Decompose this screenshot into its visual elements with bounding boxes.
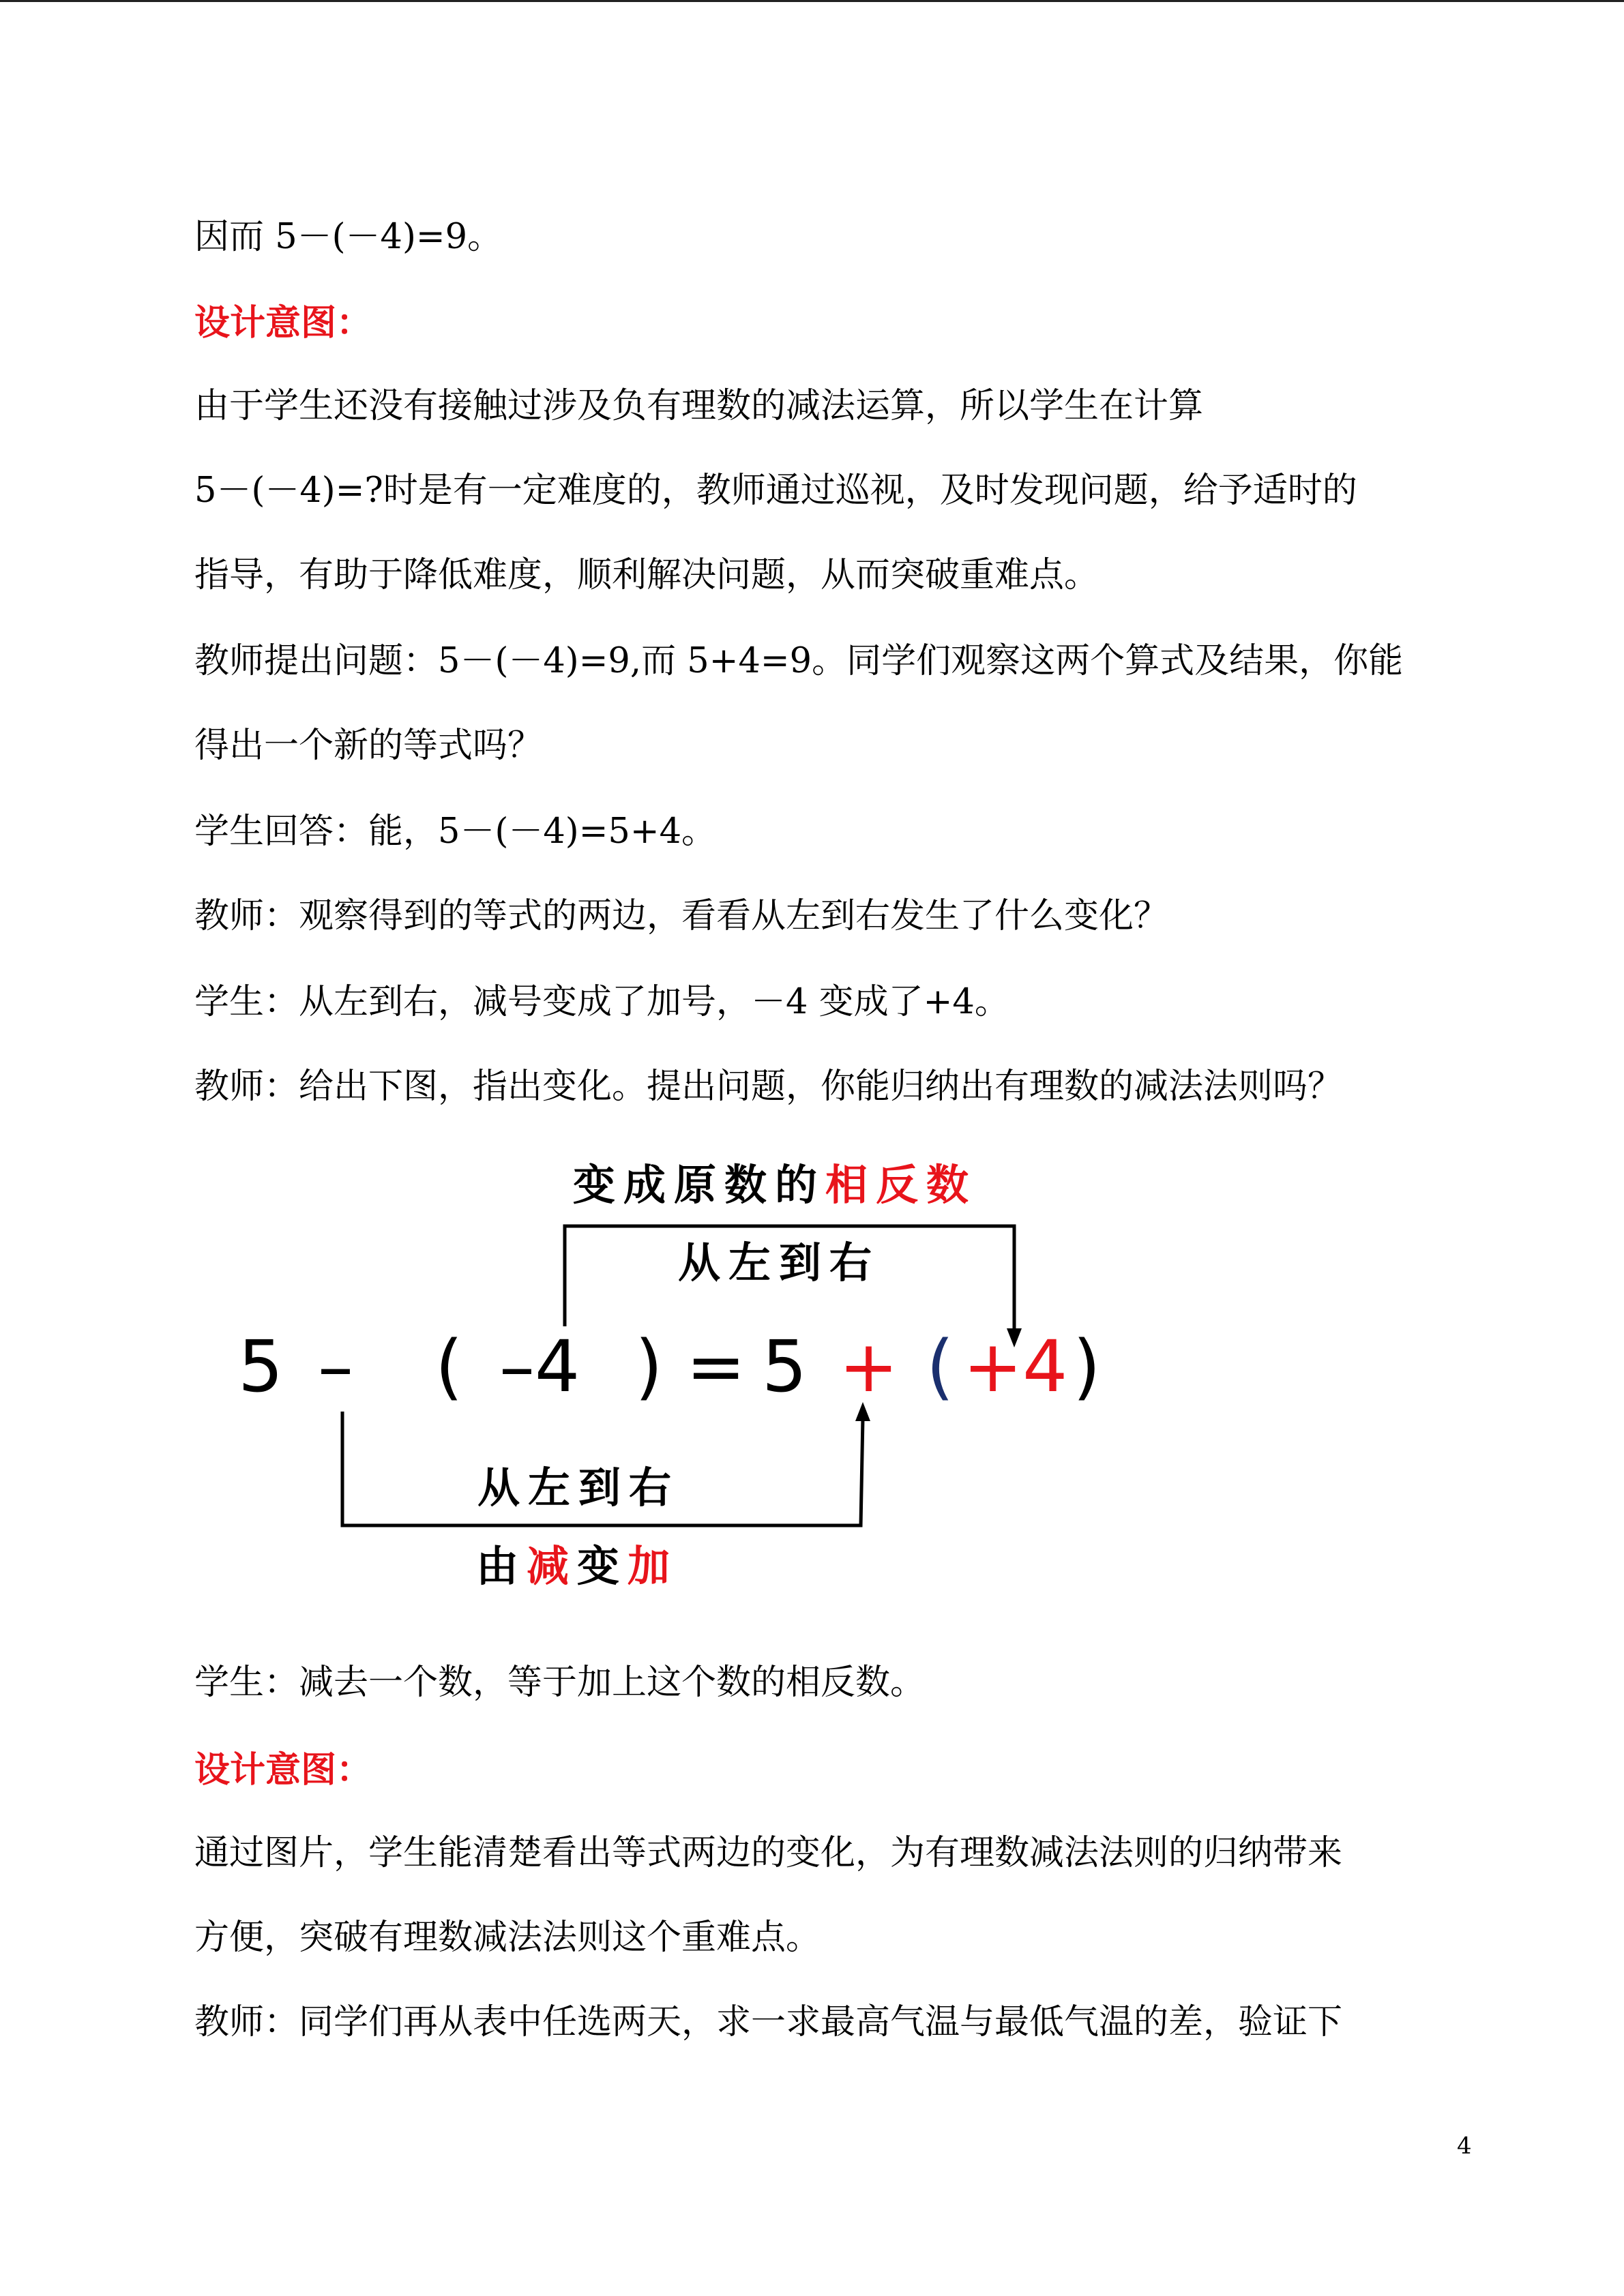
page-number: 4 <box>1457 2132 1472 2160</box>
paragraph: 学生：从左到右，减号变成了加号，－4 变成了+4。 <box>194 982 1009 1022</box>
eq-five-right: 5 <box>762 1325 808 1408</box>
paragraph: 方便，突破有理数减法法则这个重难点。 <box>194 1918 821 1958</box>
paragraph: 教师：同学们再从表中任选两天，求一求最高气温与最低气温的差，验证下 <box>194 2002 1343 2042</box>
paragraph: 教师：观察得到的等式的两边，看看从左到右发生了什么变化？ <box>194 896 1169 936</box>
eq-lparen-2: ( <box>926 1325 954 1408</box>
paragraph: 指导，有助于降低难度，顺利解决问题，从而突破重难点。 <box>194 555 1099 595</box>
eq-minus: – <box>318 1325 353 1408</box>
eq-equals: = <box>686 1325 746 1408</box>
paragraph: 得出一个新的等式吗？ <box>194 726 543 766</box>
paragraph: 5－(－4)=?时是有一定难度的，教师通过巡视，及时发现问题，给予适时的 <box>194 471 1357 511</box>
paragraph: 教师提出问题：5－(－4)=9,而 5+4=9。同学们观察这两个算式及结果，你能 <box>194 641 1404 681</box>
paragraph: 因而 5－(－4)=9。 <box>194 217 503 257</box>
bottom-arrow-label: 从左到右 <box>477 1463 680 1512</box>
eq-neg-four: –4 <box>499 1325 580 1408</box>
subtraction-rule-diagram <box>225 1146 1153 1609</box>
paragraph: 学生回答：能，5－(－4)=5+4。 <box>194 811 717 852</box>
bottom-label: 由减变加 <box>476 1541 679 1591</box>
paragraph: 通过图片，学生能清楚看出等式两边的变化，为有理数减法法则的归纳带来 <box>194 1833 1343 1873</box>
section-heading: 设计意图： <box>194 1750 372 1791</box>
eq-lparen: ( <box>435 1325 463 1408</box>
eq-rparen: ) <box>635 1325 663 1408</box>
top-arrow-label: 从左到右 <box>678 1238 881 1287</box>
top-label: 变成原数的相反数 <box>573 1160 977 1210</box>
section-heading: 设计意图： <box>194 303 372 344</box>
paragraph: 教师：给出下图，指出变化。提出问题，你能归纳出有理数的减法法则吗？ <box>194 1067 1343 1107</box>
eq-five-left: 5 <box>238 1325 284 1408</box>
paragraph: 由于学生还没有接触过涉及负有理数的减法运算，所以学生在计算 <box>194 386 1204 426</box>
top-border <box>0 0 1624 2</box>
eq-plus: + <box>839 1325 899 1408</box>
paragraph: 学生：减去一个数，等于加上这个数的相反数。 <box>194 1663 926 1703</box>
eq-pos-four: +4 <box>963 1325 1068 1408</box>
eq-rparen-2: ) <box>1073 1325 1101 1408</box>
